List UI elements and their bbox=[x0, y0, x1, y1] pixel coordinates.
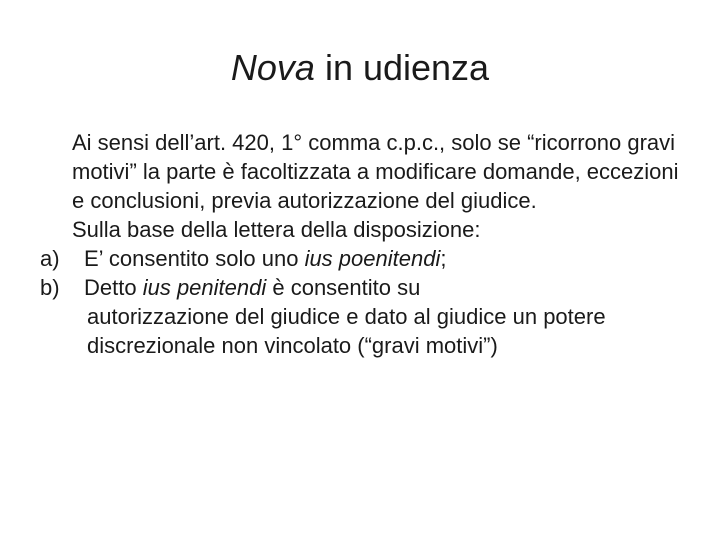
item-a-emphasis: ius poenitendi bbox=[304, 246, 441, 271]
item-b-text-before: Detto bbox=[84, 275, 143, 300]
item-b-text-after: è consentito su bbox=[266, 275, 421, 300]
list-marker-b: b) bbox=[40, 275, 60, 300]
item-b-continuation: autorizzazione del giudice e dato al giudice un potere discrezionale non vincolato (“gravi motivi”) bbox=[87, 304, 606, 358]
list-text-b bbox=[84, 273, 680, 360]
slide-body bbox=[40, 128, 680, 360]
title-emphasis: Nova bbox=[230, 47, 315, 88]
title-rest: in udienza bbox=[314, 47, 490, 88]
paragraph-1: Ai sensi dell’art. 420, 1° comma c.p.c., solo se “ricorrono gravi motivi” la parte è facoltizzata a modificare domande, eccezioni e conclusioni, previa autorizzazione del giudice. bbox=[72, 130, 679, 213]
item-a-text-after: ; bbox=[440, 246, 447, 271]
list-item-b bbox=[40, 273, 680, 360]
list-text-a bbox=[84, 244, 680, 273]
slide-title bbox=[0, 44, 720, 92]
list-marker-a: a) bbox=[40, 246, 60, 271]
paragraph-2: Sulla base della lettera della disposizione: bbox=[72, 217, 481, 242]
item-b-emphasis: ius penitendi bbox=[142, 275, 267, 300]
list-item-a bbox=[40, 244, 680, 273]
item-a-text-before: E’ consentito solo uno bbox=[84, 246, 305, 271]
